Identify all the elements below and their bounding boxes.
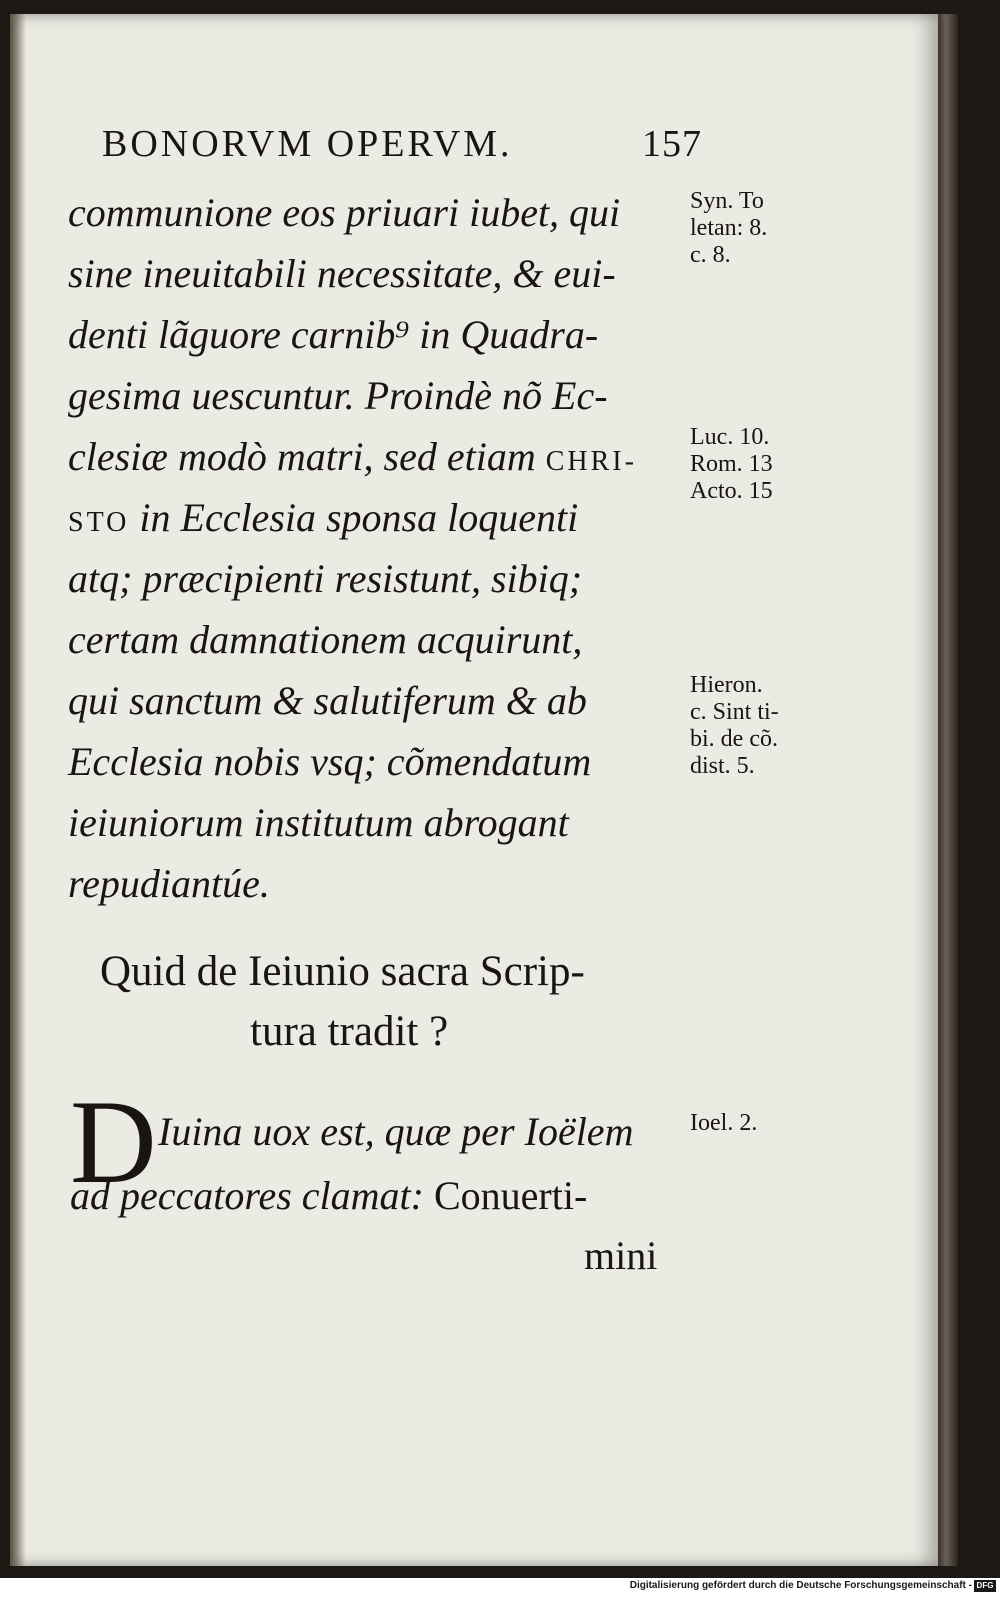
text-line: certam damnationem acquirunt, — [68, 617, 583, 662]
text-line: atq; præcipienti resistunt, sibiq; — [68, 556, 583, 601]
text-line: ieiuniorum institutum abrogant — [68, 800, 569, 845]
margin-note-hieronymus: Hieron. c. Sint ti- bi. de cõ. dist. 5. — [690, 672, 779, 779]
page-number: 157 — [642, 123, 702, 165]
margin-note-synod-toledo: Syn. To letan: 8. c. 8. — [690, 188, 768, 268]
text-line: communione eos priuari iubet, qui — [68, 190, 621, 235]
main-paragraph — [68, 182, 688, 914]
drop-capital: D — [70, 1075, 157, 1208]
text-line: repudiantúe. — [68, 861, 270, 906]
running-header — [102, 122, 702, 166]
section-question-heading — [100, 942, 700, 1062]
running-title: BONORVM OPERVM. — [102, 123, 513, 165]
text-line: denti lãguore carnib⁹ in Quadra- — [68, 312, 599, 357]
text-line: STO in Ecclesia sponsa loquenti — [68, 495, 579, 540]
page-edge — [938, 14, 958, 1566]
digitization-credit: Digitalisierung gefördert durch die Deutsche Forschungsgemeinschaft - — [629, 1580, 972, 1591]
text-line: qui sanctum & salutiferum & ab — [68, 678, 587, 723]
text-line: Ecclesia nobis vsq; cõmendatum — [68, 739, 592, 784]
catchword: mini — [584, 1233, 658, 1278]
text-line: clesiæ modò matri, sed etiam CHRI- — [68, 434, 637, 479]
question-line-2: tura tradit ? — [250, 1008, 449, 1055]
dfg-logo: DFG — [974, 1580, 996, 1592]
page-gutter-shadow — [10, 14, 26, 1566]
margin-note-joel: Ioel. 2. — [690, 1110, 758, 1136]
text-line: gesima uescuntur. Proindè nõ Ec- — [68, 373, 608, 418]
paragraph2-line-1: Iuina uox est, quæ per Ioëlem — [158, 1109, 634, 1154]
margin-note-scripture-refs: Luc. 10. Rom. 13 Acto. 15 — [690, 424, 773, 504]
paragraph2-line-2: ad peccatores clamat: Conuerti- — [70, 1173, 588, 1218]
text-line: sine ineuitabili necessitate, & eui- — [68, 251, 616, 296]
question-line-1: Quid de Ieiunio sacra Scrip- — [100, 948, 585, 995]
